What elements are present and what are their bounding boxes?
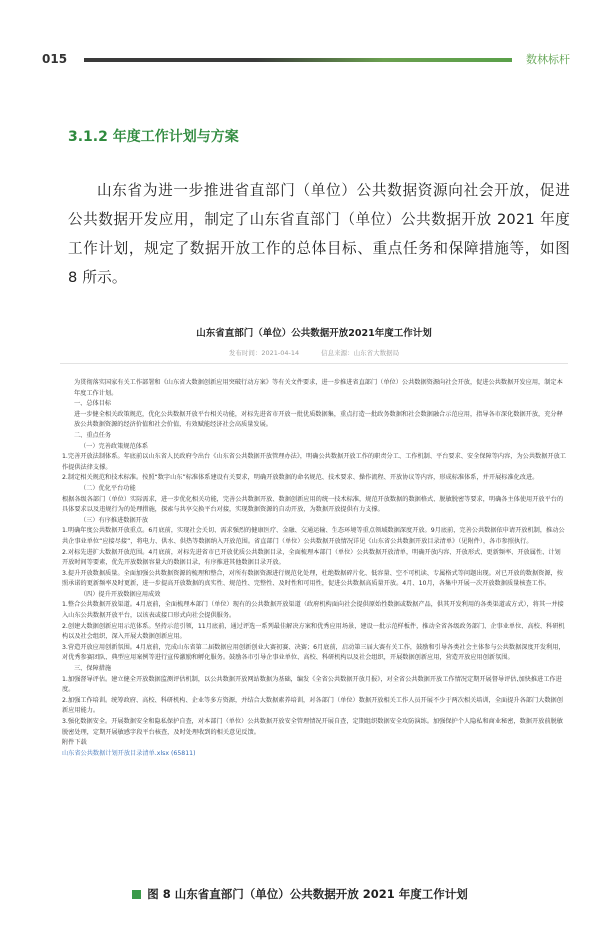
figure-paragraph: （一）完善政策规范体系 [80,442,149,450]
section-title: 3.1.2 年度工作计划与方案 [68,129,239,145]
figure-paragraph: 2.制定相关规范和技术标准。按照“数字山东”标准体系建设有关要求，明确开放数据的命名规范、技术要求、操作流程、开放协议等内容，形成标准体系，并开展标准化改进。 [62,474,539,482]
figure-paragraph: 一、总体目标 [74,400,112,408]
figure-paragraph: 2.创建大数据创新应用示范体系。坚持示范引领，11月底前，通过评选一系列最佳解决方案和优秀应用场景，建设一批示范样板件，推动全省各级政务部门、企事业单位、高校、科研机构以及社会组织，深入开展大数据创新应用。 [62,622,565,641]
figure-paragraph: 进一步健全相关政策规范，优化公共数据开放平台相关功能，对标先进省市开放一批优质数据集，重点打造一批政务数据和社会数据融合示范应用，指导各市深化数据开放，充分释放公共数据资源的经济价值和社会价值，有效赋能经济社会高质量发展。 [74,410,563,429]
figure-paragraph: 2.加强工作培训。统筹政府、高校、科研机构、企业等多方资源，并结合大数据素养培训，对各部门（单位）数据开放相关工作人员开展不少于两次相关培训，全面提升各部门大数据创新应用能力。 [62,696,563,715]
figure-paragraph: 1.明确年度公共数据开放重点。6月底前，实现社会关切、需求强烈的健康医疗、金融、交通运输、生态环境等重点领域数据深度开放。9月底前，完善公共数据依申请开放机制，推动公共企事业单位“应接尽接”，将电力、供水、供热等数据纳入开放范围。省直部门（单位）公共数据开放情况详见《山东省公共数据开放目录清单》（见附件），各市参照执行。 [62,527,565,545]
attachment-link[interactable]: 山东省公共数据计划开放目录清单.xlsx (65811) [62,749,196,757]
publish-time: 发布时间：2021-04-14 [228,349,300,357]
header-divider-bar [84,58,512,62]
figure-paragraph: 根据各级各部门（单位）实际需求，进一步优化相关功能，完善公共数据开放、数据创新应用的统一技术标准，规范开放数据的数据格式、脱敏脱密等要求，明确各主体使用开放平台的具体要求以及违规行为的处理措施，探索与共享交换平台对接，实现数据资源的自动开放，为数据开放提供有力支撑。 [62,495,564,514]
figure-paragraph: 1.加强督导评估。建立健全开放数据监测评估机制，以公共数据开放网站数据为基础，编发《全省公共数据开放月报》，对全省公共数据开放工作情况定期开展督导评估,加快推进工作进度。 [62,675,562,694]
info-source: 信息来源：山东省大数据局 [321,349,400,357]
brand-label: 数林标杆 [526,53,570,66]
figure-meta [44,348,584,357]
figure-paragraph: （四）提升开放数据应用成效 [80,590,161,598]
figure-title: 山东省直部门（单位）公共数据开放2021年度工作计划 [196,328,432,339]
page-header [0,45,600,75]
figure-body [62,378,566,759]
figure-paragraph: （二）优化平台功能 [80,484,136,492]
figure-paragraph: 三、保障措施 [74,665,112,673]
caption-text: 图 8 山东省直部门（单位）公共数据开放 2021 年度工作计划 [147,887,468,901]
figure-paragraph: 附件下载 [62,739,87,747]
figure-paragraph: 2.对标先进扩大数据开放范围。4月底前，对标先进省市已开放优质公共数据目录，全面梳理本部门（单位）公共数据开放清单，明确开放内容、开放形式、更新频率、开放属性、计划开放时间等要素，优先开放数据容量大的数据目录，有序推进其他数据目录开放。 [62,548,561,567]
figure-screenshot [44,308,584,878]
figure-divider [60,363,568,364]
figure-paragraph: 1.整合公共数据开放渠道。4月底前，全面梳理本部门（单位）现有的公共数据开放渠道（政府机构面向社会提供原始性数据或数据产品，供其开发利用的各类渠道或方式），将其一并接入山东公共数据开放平台，以该表或接口形式向社会提供服务。 [62,601,564,620]
figure-paragraph: 3.营造开放应用创新氛围。4月底前，完成山东省第二届数据应用创新创业大赛初赛、决赛；6月底前，启动第三届大赛有关工作，鼓励和引导各类社会主体参与公共数据深度开发利用，对优秀参赛团队、典型应用案例等进行宣传激励和孵化服务。鼓励各市引导企事业单位、高校、科研机构以及社会组织，开展数据创新应用，营造开放应用创新氛围。 [62,643,565,662]
figure-paragraph: 3.强化数据安全。开展数据安全和隐私保护自查，对本部门（单位）公共数据开放安全管理情况开展自查，定期组织数据安全攻防演练。加强保护个人隐私和商业秘密，数据开放前脱敏脱密处理，定期开展敏感字段平台核查，及时处理收到的相关意见反馈。 [62,718,563,736]
figure-paragraph: 为贯彻落实国家有关工作部署和《山东省大数据创新应用突破行动方案》等有关文件要求，进一步推进省直部门（单位）公共数据资源向社会开放，促进公共数据开发应用，制定本年度工作计划。 [74,379,563,397]
intro-paragraph: 山东省为进一步推进省直部门（单位）公共数据资源向社会开放，促进公共数据开发应用，制定了山东省直部门（单位）公共数据开放 2021 年度工作计划，规定了数据开放工作的总体目标、重点任务和保障措施等，如图 8 所示。 [68,182,570,286]
page-number: 015 [42,52,68,66]
figure-paragraph: 1.完善开放法制体系。年底前以山东省人民政府令出台《山东省公共数据开放管理办法》，明确公共数据开放工作的职责分工、工作机制、平台要求、安全保障等内容，为公共数据开放工作提供法律支撑。 [62,453,566,471]
figure-caption [0,886,600,902]
caption-square-icon [132,890,141,899]
figure-paragraph: 3.提升开放数据质量。全面加强公共数据资源的梳理和整合，对所有数据资源进行规范化处理，杜绝数据碎片化、低容量、空不可机读、专属格式等问题出现。对已开放的数据资源，按照承诺的更新频率及时更新，进一步提高开放数据的真实性、规范性、完整性、及时性和可用性，促进公共数据高质量开放。4月、10月，各集中开展一次开放数据质量核查工作。 [62,569,563,588]
figure-paragraph: 二、重点任务 [74,431,112,439]
figure-paragraph: （三）有序推进数据开放 [80,516,149,524]
